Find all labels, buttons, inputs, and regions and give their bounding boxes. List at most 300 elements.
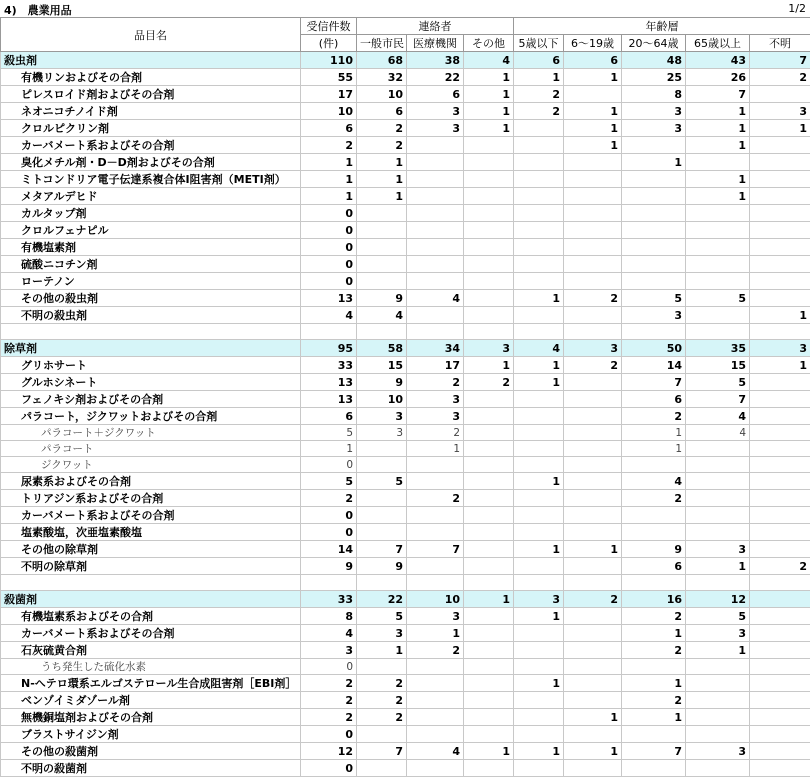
cell-value <box>301 324 357 340</box>
cell-value: 17 <box>301 86 357 103</box>
row-label: カーバメート系およびその合剤 <box>1 137 301 154</box>
cell-value <box>564 307 622 324</box>
header-received: 受信件数 <box>301 18 357 35</box>
table-row <box>1 273 810 290</box>
table-row <box>1 137 810 154</box>
table-row <box>1 524 810 541</box>
cell-value: 34 <box>407 340 464 357</box>
cell-value: 1 <box>464 103 514 120</box>
cell-value: 3 <box>622 120 686 137</box>
cell-value <box>622 659 686 675</box>
cell-value: 10 <box>407 591 464 608</box>
table-row <box>1 726 810 743</box>
cell-value: 2 <box>301 675 357 692</box>
row-label: メタアルデヒド <box>1 188 301 205</box>
category-row <box>1 340 810 357</box>
cell-value <box>464 760 514 777</box>
row-label: ベンゾイミダゾール剤 <box>1 692 301 709</box>
cell-value: 3 <box>407 608 464 625</box>
cell-value: 1 <box>564 541 622 558</box>
cell-value: 13 <box>301 290 357 307</box>
header-col: 不明 <box>750 35 810 52</box>
cell-value <box>464 524 514 541</box>
row-label: クロルフェナピル <box>1 222 301 239</box>
cell-value <box>564 625 622 642</box>
cell-value <box>464 239 514 256</box>
cell-value <box>564 324 622 340</box>
cell-value <box>622 760 686 777</box>
cell-value <box>564 760 622 777</box>
table-row <box>1 307 810 324</box>
cell-value: 12 <box>301 743 357 760</box>
row-label: クロルピクリン剤 <box>1 120 301 137</box>
cell-value <box>464 188 514 205</box>
row-label: 不明の殺虫剤 <box>1 307 301 324</box>
cell-value: 9 <box>357 290 407 307</box>
cell-value: 4 <box>407 743 464 760</box>
table-row <box>1 507 810 524</box>
cell-value <box>686 239 750 256</box>
cell-value: 1 <box>564 743 622 760</box>
cell-value: 55 <box>301 69 357 86</box>
cell-value <box>686 490 750 507</box>
cell-value: 2 <box>514 86 564 103</box>
row-label: 尿素系およびその合剤 <box>1 473 301 490</box>
header-col: 一般市民 <box>357 35 407 52</box>
cell-value <box>564 374 622 391</box>
cell-value: 4 <box>464 52 514 69</box>
cell-value <box>686 273 750 290</box>
cell-value: 2 <box>407 642 464 659</box>
cell-value: 1 <box>686 103 750 120</box>
cell-value: 2 <box>357 675 407 692</box>
cell-value: 0 <box>301 239 357 256</box>
cell-value <box>464 290 514 307</box>
cell-value <box>407 473 464 490</box>
header-item-name: 品目名 <box>1 18 301 52</box>
row-label: ローテノン <box>1 273 301 290</box>
cell-value <box>564 391 622 408</box>
cell-value: 5 <box>686 290 750 307</box>
cell-value <box>407 726 464 743</box>
cell-value: 4 <box>686 408 750 425</box>
cell-value: 7 <box>686 86 750 103</box>
table-row <box>1 222 810 239</box>
row-label: 不明の除草剤 <box>1 558 301 575</box>
cell-value <box>407 324 464 340</box>
cell-value: 5 <box>301 425 357 441</box>
cell-value: 0 <box>301 256 357 273</box>
cell-value <box>514 222 564 239</box>
cell-value <box>622 256 686 273</box>
cell-value: 0 <box>301 507 357 524</box>
row-label: 硫酸ニコチン剤 <box>1 256 301 273</box>
cell-value <box>357 490 407 507</box>
table-row <box>1 692 810 709</box>
cell-value <box>514 273 564 290</box>
cell-value <box>750 675 810 692</box>
table-row <box>1 188 810 205</box>
cell-value <box>464 408 514 425</box>
cell-value: 3 <box>686 541 750 558</box>
cell-value: 1 <box>514 290 564 307</box>
cell-value <box>564 692 622 709</box>
cell-value <box>464 171 514 188</box>
cell-value <box>622 188 686 205</box>
cell-value <box>750 743 810 760</box>
cell-value <box>564 154 622 171</box>
cell-value: 0 <box>301 457 357 473</box>
cell-value <box>514 154 564 171</box>
cell-value <box>564 171 622 188</box>
cell-value <box>407 137 464 154</box>
cell-value <box>464 154 514 171</box>
cell-value <box>514 659 564 675</box>
cell-value <box>750 425 810 441</box>
cell-value <box>622 239 686 256</box>
cell-value: 1 <box>750 120 810 137</box>
cell-value <box>750 726 810 743</box>
table-row <box>1 239 810 256</box>
cell-value: 0 <box>301 726 357 743</box>
cell-value: 4 <box>357 307 407 324</box>
cell-value <box>407 457 464 473</box>
cell-value <box>514 575 564 591</box>
cell-value: 1 <box>622 441 686 457</box>
cell-value: 1 <box>622 154 686 171</box>
cell-value: 2 <box>357 120 407 137</box>
cell-value <box>407 659 464 675</box>
cell-value: 25 <box>622 69 686 86</box>
cell-value <box>407 171 464 188</box>
table-header <box>1 18 810 52</box>
cell-value: 50 <box>622 340 686 357</box>
cell-value <box>407 760 464 777</box>
row-label: ジクワット <box>1 457 301 473</box>
cell-value: 26 <box>686 69 750 86</box>
spacer-row <box>1 324 810 340</box>
table-row <box>1 103 810 120</box>
cell-value: 33 <box>301 357 357 374</box>
cell-value <box>564 524 622 541</box>
cell-value: 3 <box>301 642 357 659</box>
cell-value: 2 <box>750 69 810 86</box>
cell-value <box>407 256 464 273</box>
cell-value <box>564 575 622 591</box>
cell-value <box>407 524 464 541</box>
cell-value: 5 <box>357 473 407 490</box>
cell-value: 1 <box>750 307 810 324</box>
cell-value <box>750 222 810 239</box>
table-row <box>1 374 810 391</box>
cell-value: 3 <box>564 340 622 357</box>
cell-value: 2 <box>407 490 464 507</box>
cell-value <box>686 324 750 340</box>
cell-value: 6 <box>622 391 686 408</box>
cell-value <box>407 575 464 591</box>
cell-value <box>750 290 810 307</box>
header-col: 医療機関 <box>407 35 464 52</box>
cell-value <box>357 659 407 675</box>
cell-value <box>686 256 750 273</box>
cell-value: 3 <box>407 120 464 137</box>
header-col: 20～64歳 <box>622 35 686 52</box>
cell-value <box>564 441 622 457</box>
cell-value <box>514 256 564 273</box>
cell-value: 15 <box>686 357 750 374</box>
table-row <box>1 675 810 692</box>
cell-value <box>514 324 564 340</box>
cell-value <box>750 575 810 591</box>
cell-value: 2 <box>564 290 622 307</box>
cell-value <box>750 205 810 222</box>
cell-value: 2 <box>301 692 357 709</box>
cell-value: 1 <box>464 86 514 103</box>
cell-value <box>750 591 810 608</box>
cell-value: 2 <box>564 591 622 608</box>
cell-value: 0 <box>301 524 357 541</box>
cell-value <box>564 273 622 290</box>
cell-value: 2 <box>464 374 514 391</box>
spacer-row <box>1 575 810 591</box>
cell-value: 1 <box>686 120 750 137</box>
cell-value <box>750 709 810 726</box>
cell-value: 1 <box>514 541 564 558</box>
cell-value <box>464 507 514 524</box>
row-label: 塩素酸塩，次亜塩素酸塩 <box>1 524 301 541</box>
cell-value <box>464 575 514 591</box>
cell-value: 15 <box>357 357 407 374</box>
cell-value: 2 <box>564 357 622 374</box>
cell-value: 6 <box>622 558 686 575</box>
cell-value <box>686 692 750 709</box>
cell-value: 1 <box>464 743 514 760</box>
cell-value: 2 <box>622 408 686 425</box>
cell-value <box>357 524 407 541</box>
cell-value <box>686 524 750 541</box>
cell-value <box>750 273 810 290</box>
cell-value: 7 <box>622 374 686 391</box>
cell-value: 9 <box>301 558 357 575</box>
table-row <box>1 608 810 625</box>
table-row <box>1 357 810 374</box>
cell-value <box>357 273 407 290</box>
table-row <box>1 120 810 137</box>
cell-value: 0 <box>301 659 357 675</box>
cell-value <box>357 441 407 457</box>
cell-value: 2 <box>514 103 564 120</box>
cell-value <box>357 256 407 273</box>
cell-value <box>622 457 686 473</box>
cell-value <box>514 425 564 441</box>
cell-value: 9 <box>357 374 407 391</box>
cell-value <box>407 273 464 290</box>
cell-value <box>464 726 514 743</box>
cell-value <box>622 137 686 154</box>
cell-value <box>357 324 407 340</box>
cell-value: 3 <box>750 340 810 357</box>
cell-value: 4 <box>514 340 564 357</box>
row-label: 無機銅塩剤およびその合剤 <box>1 709 301 726</box>
cell-value <box>686 457 750 473</box>
cell-value: 1 <box>357 171 407 188</box>
cell-value <box>357 222 407 239</box>
row-label: グリホサート <box>1 357 301 374</box>
cell-value <box>686 205 750 222</box>
cell-value <box>514 507 564 524</box>
cell-value <box>750 608 810 625</box>
cell-value: 35 <box>686 340 750 357</box>
row-label: カルタップ剤 <box>1 205 301 222</box>
row-label: 殺虫剤 <box>1 52 301 69</box>
cell-value <box>464 473 514 490</box>
cell-value: 13 <box>301 391 357 408</box>
row-label: ピレスロイド剤およびその合剤 <box>1 86 301 103</box>
cell-value <box>750 524 810 541</box>
cell-value: 1 <box>464 357 514 374</box>
cell-value <box>564 188 622 205</box>
cell-value <box>514 709 564 726</box>
cell-value <box>357 575 407 591</box>
cell-value: 3 <box>357 425 407 441</box>
cell-value: 6 <box>301 408 357 425</box>
cell-value <box>750 408 810 425</box>
cell-value <box>464 324 514 340</box>
cell-value <box>464 205 514 222</box>
cell-value <box>564 425 622 441</box>
cell-value: 6 <box>564 52 622 69</box>
table-row <box>1 558 810 575</box>
cell-value: 1 <box>750 357 810 374</box>
cell-value: 2 <box>622 608 686 625</box>
cell-value <box>750 256 810 273</box>
cell-value <box>514 692 564 709</box>
cell-value: 3 <box>622 103 686 120</box>
cell-value <box>464 659 514 675</box>
cell-value: 6 <box>514 52 564 69</box>
row-label: その他の殺虫剤 <box>1 290 301 307</box>
cell-value: 0 <box>301 273 357 290</box>
cell-value: 1 <box>301 441 357 457</box>
cell-value: 1 <box>622 625 686 642</box>
cell-value <box>686 575 750 591</box>
cell-value: 1 <box>407 625 464 642</box>
cell-value: 17 <box>407 357 464 374</box>
cell-value <box>686 307 750 324</box>
cell-value: 5 <box>686 608 750 625</box>
cell-value: 32 <box>357 69 407 86</box>
cell-value <box>514 441 564 457</box>
cell-value <box>564 256 622 273</box>
cell-value <box>514 205 564 222</box>
cell-value <box>564 642 622 659</box>
table-row <box>1 473 810 490</box>
row-label: 有機リンおよびその合剤 <box>1 69 301 86</box>
cell-value <box>750 374 810 391</box>
cell-value <box>686 441 750 457</box>
cell-value <box>750 441 810 457</box>
cell-value: 1 <box>357 188 407 205</box>
cell-value <box>357 457 407 473</box>
cell-value <box>514 642 564 659</box>
cell-value: 6 <box>301 120 357 137</box>
row-label: その他の除草剤 <box>1 541 301 558</box>
cell-value <box>564 457 622 473</box>
cell-value: 2 <box>622 642 686 659</box>
cell-value <box>564 239 622 256</box>
cell-value: 1 <box>686 171 750 188</box>
table-row <box>1 541 810 558</box>
cell-value <box>514 726 564 743</box>
cell-value: 7 <box>407 541 464 558</box>
cell-value: 2 <box>407 425 464 441</box>
cell-value <box>464 425 514 441</box>
cell-value: 1 <box>686 188 750 205</box>
cell-value: 9 <box>357 558 407 575</box>
row-label: 除草剤 <box>1 340 301 357</box>
cell-value <box>686 222 750 239</box>
cell-value <box>564 507 622 524</box>
cell-value <box>407 154 464 171</box>
cell-value: 68 <box>357 52 407 69</box>
cell-value: 1 <box>622 675 686 692</box>
cell-value: 1 <box>686 558 750 575</box>
header-col: その他 <box>464 35 514 52</box>
table-row <box>1 625 810 642</box>
row-label: フェノキシ剤およびその合剤 <box>1 391 301 408</box>
cell-value <box>564 473 622 490</box>
cell-value <box>564 86 622 103</box>
cell-value <box>622 507 686 524</box>
row-label: パラコート＋ジクワット <box>1 425 301 441</box>
table-row <box>1 69 810 86</box>
cell-value <box>622 575 686 591</box>
cell-value: 3 <box>622 307 686 324</box>
cell-value <box>750 473 810 490</box>
cell-value: 22 <box>357 591 407 608</box>
cell-value <box>622 273 686 290</box>
cell-value <box>750 659 810 675</box>
cell-value <box>464 608 514 625</box>
table-body <box>1 52 810 777</box>
cell-value: 4 <box>301 625 357 642</box>
cell-value <box>750 154 810 171</box>
cell-value <box>464 256 514 273</box>
cell-value <box>564 222 622 239</box>
cell-value <box>407 188 464 205</box>
header-age: 年齢層 <box>514 18 810 35</box>
cell-value <box>750 391 810 408</box>
cell-value: 1 <box>686 642 750 659</box>
cell-value <box>686 154 750 171</box>
cell-value: 1 <box>301 154 357 171</box>
cell-value <box>750 239 810 256</box>
cell-value <box>750 86 810 103</box>
cell-value: 0 <box>301 205 357 222</box>
cell-value: 5 <box>357 608 407 625</box>
header-col: 6～19歳 <box>564 35 622 52</box>
cell-value <box>564 558 622 575</box>
cell-value <box>622 171 686 188</box>
cell-value <box>750 642 810 659</box>
cell-value: 3 <box>514 591 564 608</box>
table-row <box>1 256 810 273</box>
cell-value: 13 <box>301 374 357 391</box>
cell-value <box>357 726 407 743</box>
cell-value: 2 <box>301 137 357 154</box>
cell-value <box>622 726 686 743</box>
cell-value: 1 <box>564 709 622 726</box>
